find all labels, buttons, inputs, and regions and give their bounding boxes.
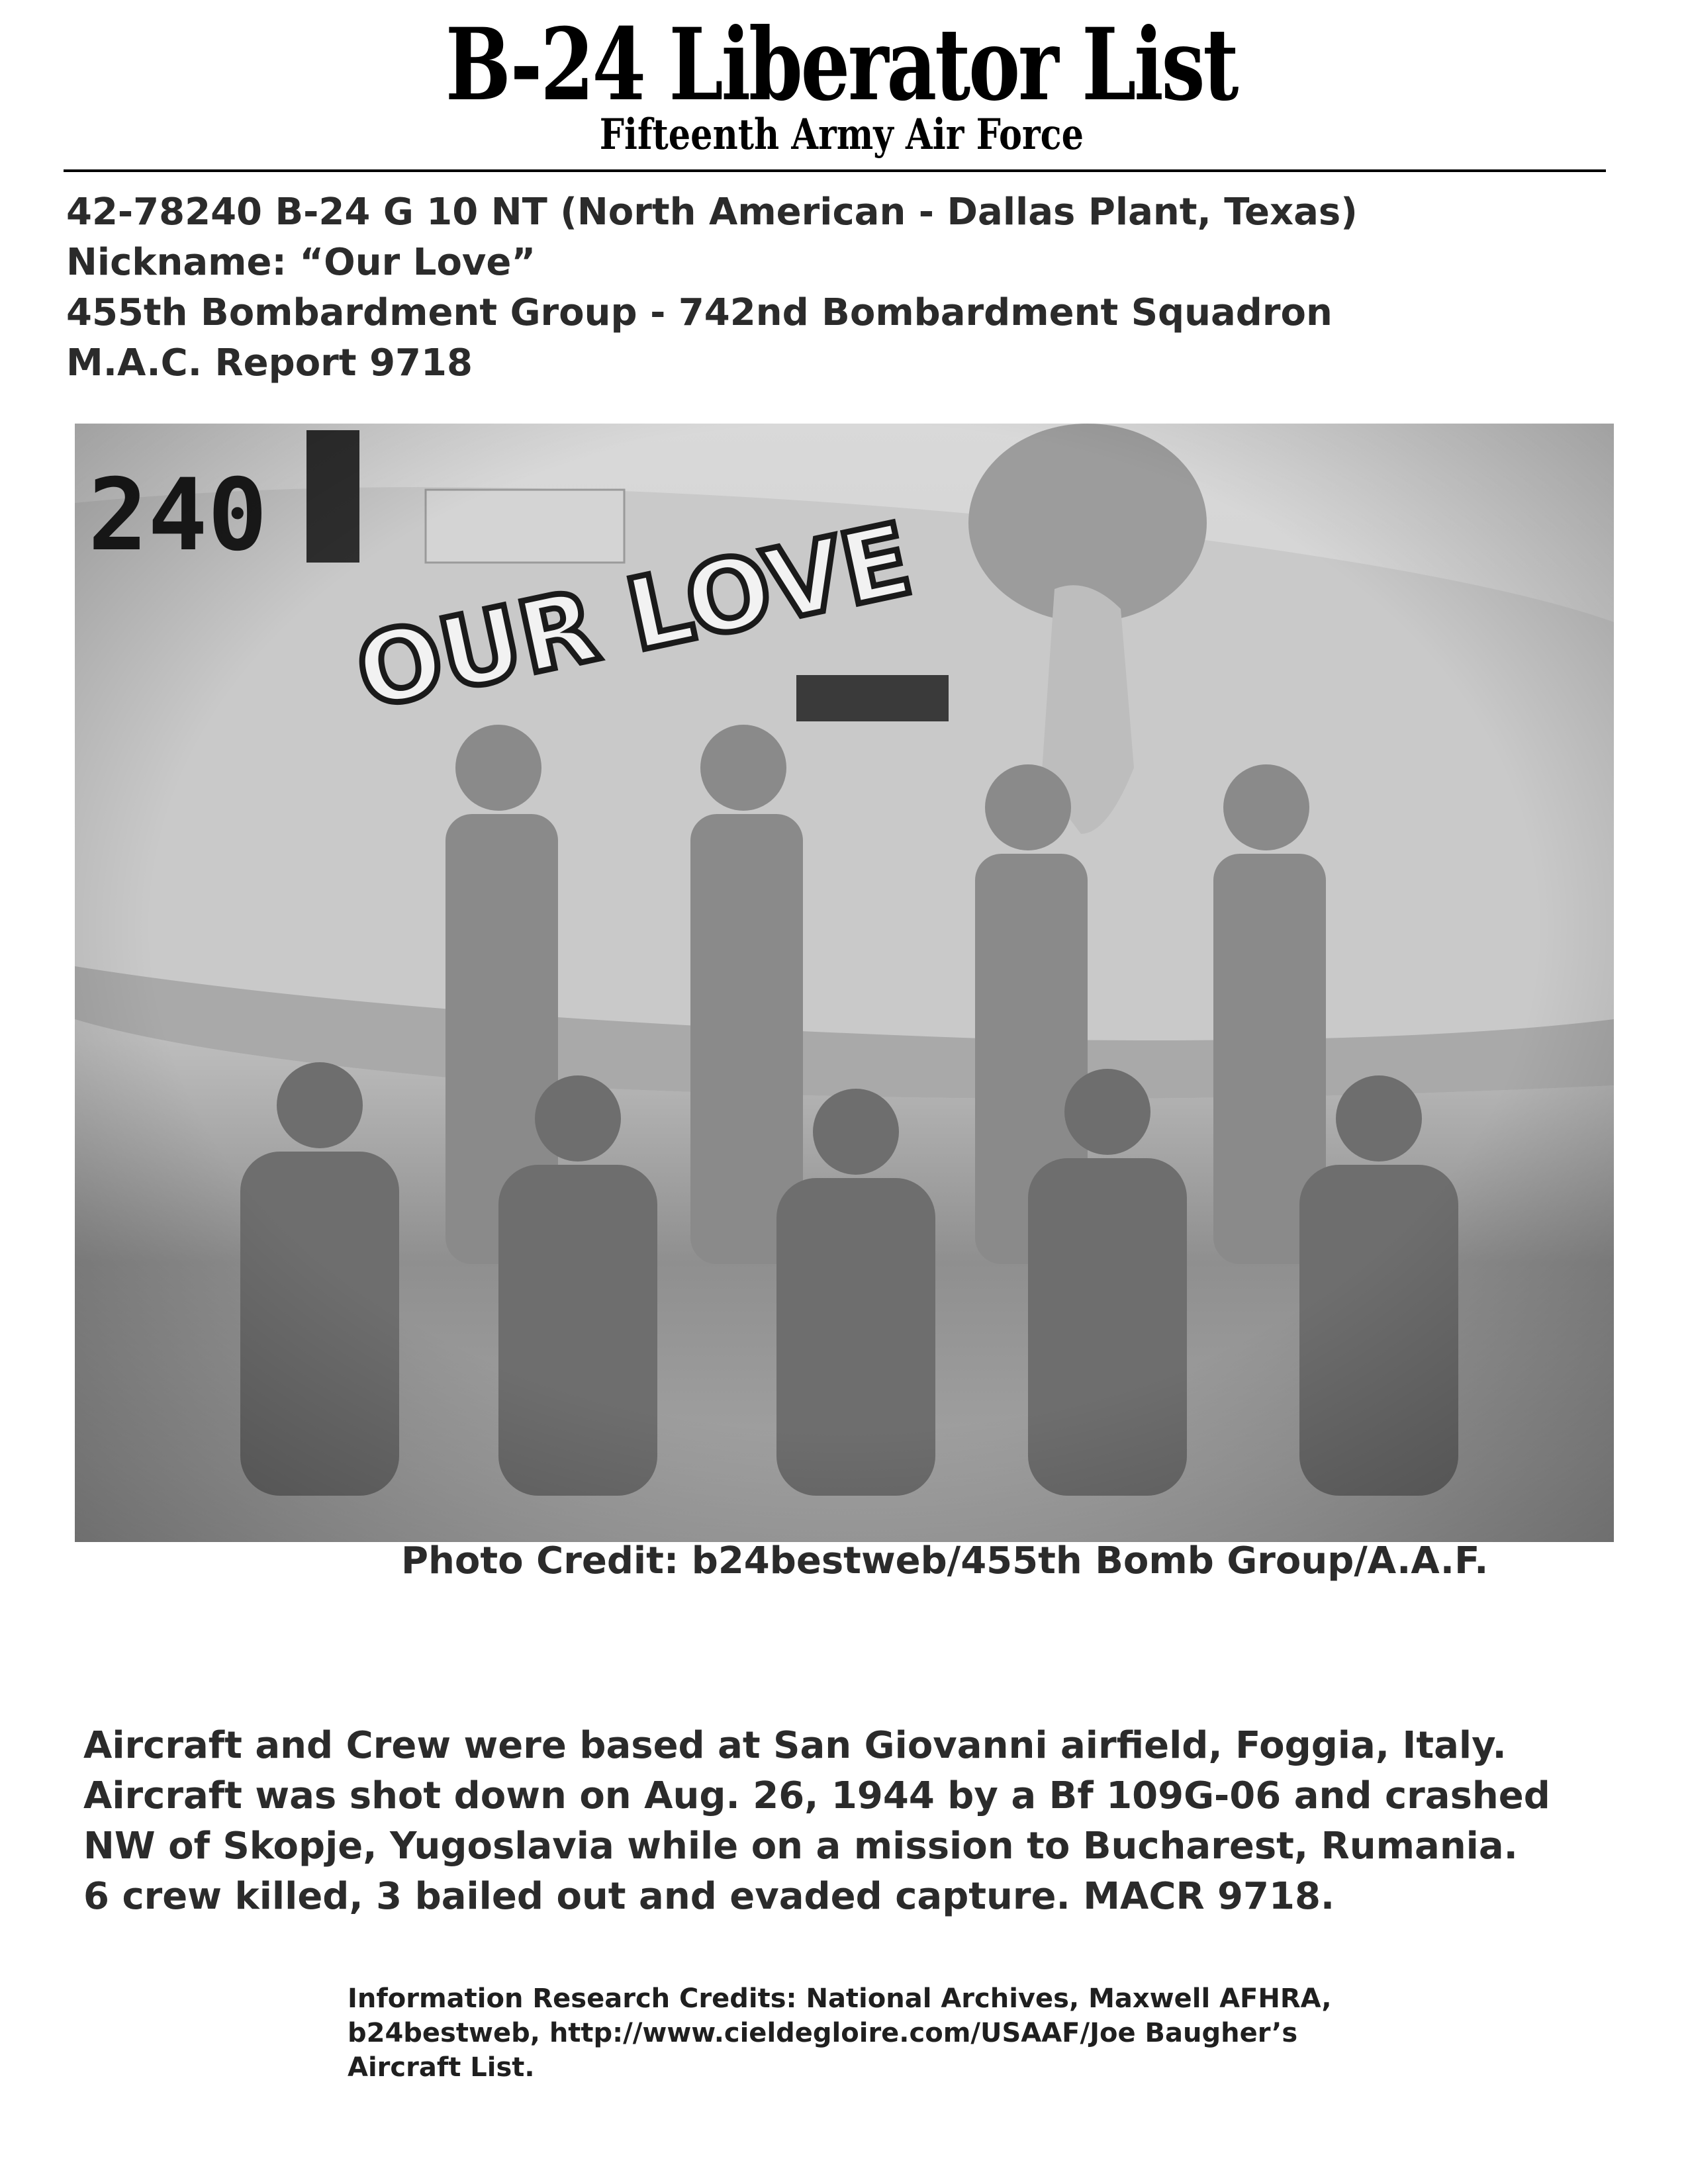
page-title: B-24 Liberator List [445,7,1237,123]
research-credits [348,1981,1332,2085]
page-subtitle: Fifteenth Army Air Force [599,110,1084,159]
research-credit-line: Aircraft List. [348,2052,535,2083]
aircraft-nickname-line: Nickname: “Our Love” [66,241,536,284]
history-line: Aircraft was shot down on Aug. 26, 1944 by a Bf 109G-06 and crashed [83,1774,1550,1817]
history-paragraph [83,1721,1550,1922]
bomb-group-line: 455th Bombardment Group - 742nd Bombardment Squadron [66,291,1333,334]
photo-credit: Photo Credit: b24bestweb/455th Bomb Group/A.A.F. [401,1539,1489,1582]
history-line: Aircraft and Crew were based at San Giovanni airfield, Foggia, Italy. [83,1724,1507,1767]
history-line: NW of Skopje, Yugoslavia while on a mission to Bucharest, Rumania. [83,1825,1518,1868]
title-divider [64,169,1606,172]
macr-report-line: M.A.C. Report 9718 [66,341,473,385]
aircraft-serial-line: 42-78240 B-24 G 10 NT (North American - Dallas Plant, Texas) [66,191,1358,234]
research-credit-line: Information Research Credits: National Archives, Maxwell AFHRA, [348,1983,1332,2014]
history-line: 6 crew killed, 3 bailed out and evaded capture. MACR 9718. [83,1875,1335,1918]
research-credit-line: b24bestweb, http://www.cieldegloire.com/USAAF/Joe Baugher’s [348,2018,1298,2048]
crew-photo [75,424,1614,1542]
